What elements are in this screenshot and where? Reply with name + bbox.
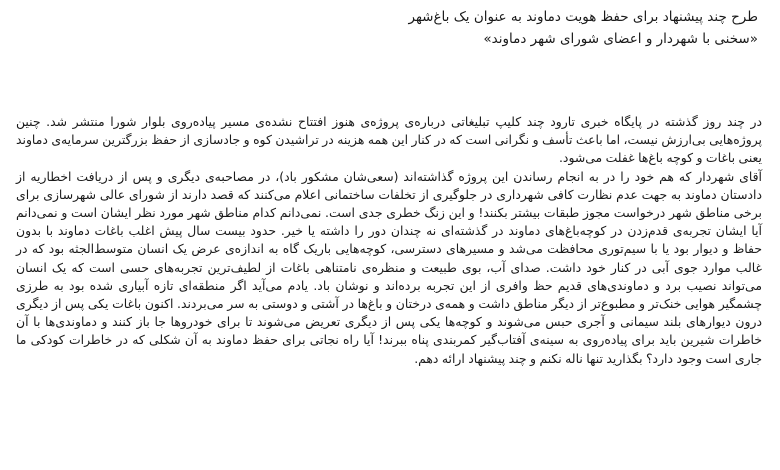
article-title: طرح چند پیشنهاد برای حفظ هویت دماوند به عنوان یک باغ‌شهر [408, 9, 758, 25]
paragraph-main: آقای شهردار که هم خود را در به انجام رساندن این پروژه گذاشته‌اند (سعی‌شان مشکور باد)، در مصاحبه‌ی دیگری و پس از دریافت اخطاریه از دادستان دماوند به جهت عدم نظارت کافی شهرداری در جلوگیری از تخلفات ساختمانی اعلام می‌کنند که قصد دارند از شورای عالی شهرسازی برای برخی مناطق شهر درخواست مجوز طبقات بیشتر بکنند! و این زنگ خطری جدی است. نمی‌دانم کدام مناطق شهر مورد نظر ایشان است و نمی‌دانم آیا ایشان تجربه‌ی قدم‌زدن در کوچه‌باغ‌های دماوند در گذشته‌ای نه چندان دور را داشته یا خیر. حدود بیست سال پیش اغلب باغات دماوند با بدون حفاظ و دیوار بود یا با سیم‌توری محافظت می‌شد و مسیرهای دسترسی، کوچه‌هایی باریک گاه به اندازه‌ی عرض یک انسان متوسط‌الجثه بود که در غالب موارد جوی آبی در کنار خود داشت. صدای آب، بوی طبیعت و منظره‌ی نامتناهی باغات از لطیف‌ترین تجربه‌های حسی است که یک انسان می‌تواند نصیب برد و دماوندی‌های قدیم حظ وافری از این تجربه برده‌اند و نوشان باد. یادم می‌آید اگر منطقه‌ای تازه آبیاری شده بود به طرزی چشمگیر هوایی خنک‌تر و مطبوع‌تر از دیگر مناطق داشت و همه‌ی درختان و باغ‌ها در آشتی و دوستی به سر می‌بردند. اکنون باغات یکی پس از دیگری درون دیوارهای بلند سیمانی و آجری حبس می‌شوند و کوچه‌ها یکی پس از دیگری تعریض می‌شوند تا برای خودروها جا باز کنند و دماوندی‌ها با آن خاطرات شیرین باید برای پیاده‌روی به سینه‌ی آفتاب‌گیر کمربندی پناه ببرند! آیا راه نجاتی برای حفظ دماوند به آن شکلی که در خاطرات کودکی ما جاری است وجود دارد؟ بگذارید تنها ناله نکنم و چند پیشنهاد ارائه دهم. [16, 168, 762, 366]
article-header [58, 6, 758, 50]
article-subtitle: «سخنی با شهردار و اعضای شورای شهر دماوند» [483, 31, 758, 47]
paragraph-intro: در چند روز گذشته در پایگاه خبری تارود چند کلیپ تبلیغاتی درباره‌ی پروژه‌ی هنوز افتتاح نشده‌ی مسیر پیاده‌روی بلوار شورا منتشر شد. چنین پروژه‌هایی بی‌ارزش نیست، اما باعث تأسف و نگرانی است که در کنار این همه هزینه در تراشیدن کوه و جادسازی از حفظ بزرگترین سرمایه‌ی دماوند یعنی باغات و کوچه باغ‌ها غفلت می‌شود. [16, 114, 762, 166]
article-body [16, 113, 762, 368]
